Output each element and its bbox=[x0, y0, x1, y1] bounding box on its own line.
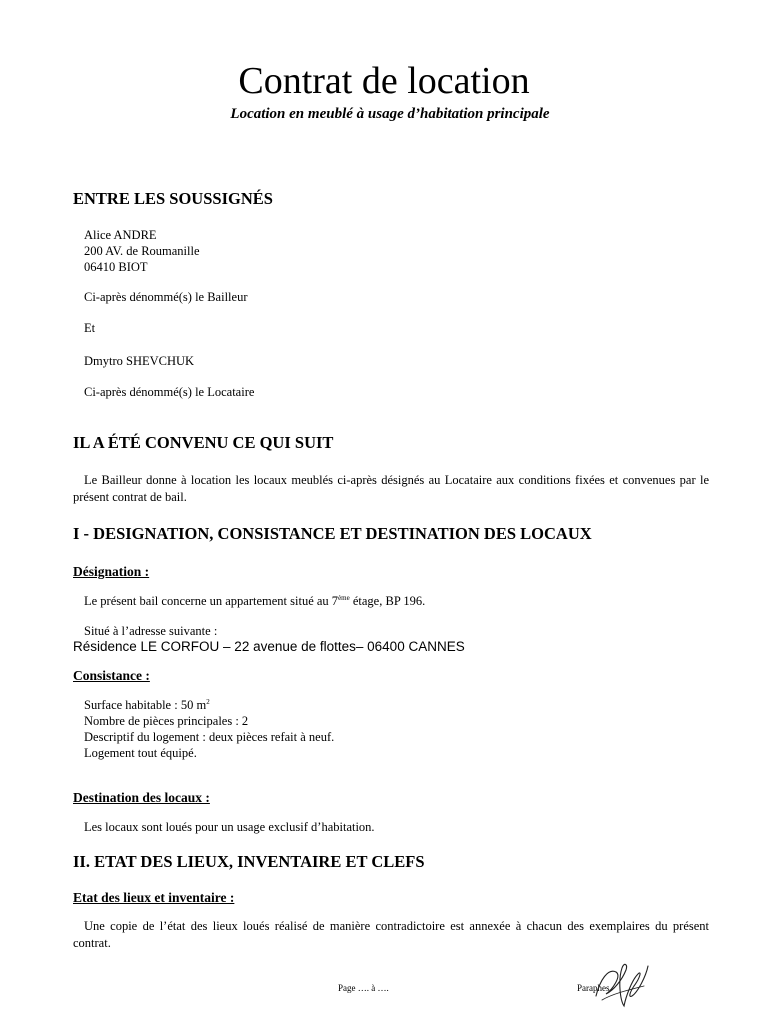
floor-superscript: ème bbox=[338, 593, 350, 602]
tenant-role: Ci-après dénommé(s) le Locataire bbox=[84, 385, 255, 399]
lessor-city: 06410 BIOT bbox=[84, 260, 148, 274]
equipped-line: Logement tout équipé. bbox=[84, 746, 197, 760]
surface-line bbox=[84, 697, 210, 713]
destination-text: Les locaux sont loués pour un usage exclusif d’habitation. bbox=[84, 820, 375, 834]
agreement-text: Le Bailleur donne à location les locaux meublés ci-après désignés au Locataire aux conditions fixées et convenues par le présent contrat de bail. bbox=[73, 473, 709, 504]
surface-superscript: 2 bbox=[206, 697, 210, 706]
consistance-heading: Consistance : bbox=[73, 668, 150, 683]
designation-floor-suffix: étage, BP 196. bbox=[349, 594, 426, 608]
lessor-name: Alice ANDRE bbox=[84, 228, 157, 242]
destination-heading: Destination des locaux : bbox=[73, 790, 210, 805]
designation-floor-line bbox=[84, 593, 425, 609]
designation-floor-text: Le présent bail concerne un appartement situé au 7 bbox=[84, 594, 339, 608]
initials-label: Paraphes bbox=[577, 983, 610, 993]
lessor-street: 200 AV. de Roumanille bbox=[84, 244, 200, 258]
agreement-heading: IL A ÉTÉ CONVENU CE QUI SUIT bbox=[73, 433, 334, 452]
surface-text: Surface habitable : 50 m bbox=[84, 698, 207, 712]
address-value: Résidence LE CORFOU – 22 avenue de flottes– 06400 CANNES bbox=[73, 639, 465, 654]
designation-heading: Désignation : bbox=[73, 564, 150, 579]
address-label: Situé à l’adresse suivante : bbox=[84, 624, 218, 638]
section2-heading: II. ETAT DES LIEUX, INVENTAIRE ET CLEFS bbox=[73, 852, 425, 871]
signature-icon bbox=[588, 950, 658, 1012]
parties-heading: ENTRE LES SOUSSIGNÉS bbox=[73, 189, 273, 208]
and-word: Et bbox=[84, 321, 96, 335]
document-subtitle: Location en meublé à usage d’habitation principale bbox=[230, 106, 550, 122]
section1-heading: I - DESIGNATION, CONSISTANCE ET DESTINATION DES LOCAUX bbox=[73, 524, 592, 543]
tenant-name: Dmytro SHEVCHUK bbox=[84, 354, 195, 368]
document-title: Contrat de location bbox=[238, 60, 530, 102]
inventory-text: Une copie de l’état des lieux loués réalisé de manière contradictoire est annexée à chacun des exemplaires du présent contrat. bbox=[73, 919, 709, 950]
description-line: Descriptif du logement : deux pièces refait à neuf. bbox=[84, 730, 335, 744]
rooms-line: Nombre de pièces principales : 2 bbox=[84, 714, 249, 728]
page-number: Page …. à …. bbox=[338, 983, 389, 993]
lessor-role: Ci-après dénommé(s) le Bailleur bbox=[84, 290, 248, 304]
inventory-heading: Etat des lieux et inventaire : bbox=[73, 890, 235, 905]
